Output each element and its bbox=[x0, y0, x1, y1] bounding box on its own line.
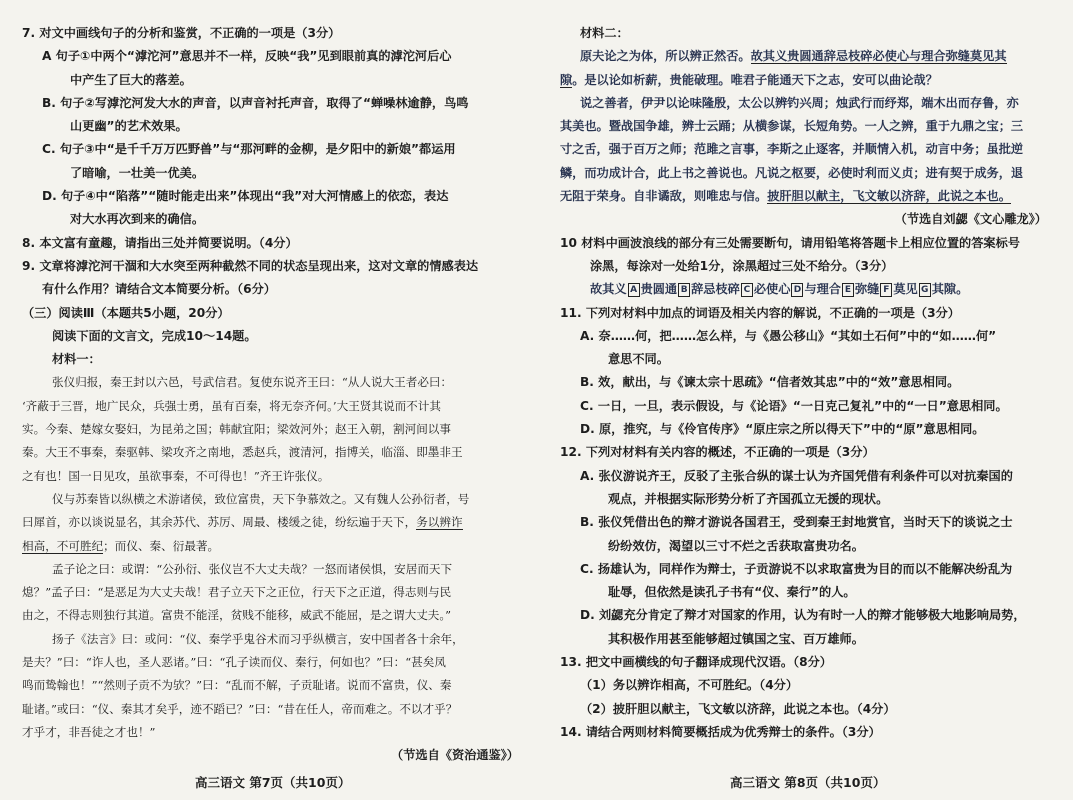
line-text: B. 效，献出，与《谏太宗十思疏》“信者效其忠”中的“效”意思相同。 bbox=[580, 375, 960, 390]
left-column-line bbox=[22, 115, 527, 138]
q10-option-box[interactable]: B bbox=[678, 283, 690, 297]
left-column-line bbox=[22, 69, 527, 92]
line-text: 对大水再次到来的确信。 bbox=[70, 212, 205, 227]
right-column-line bbox=[560, 348, 1055, 371]
line-text: 耻诸。”或曰：“仪、秦其才矣乎，迹不蹈已？”曰：“昔在任人，帝而难之。不以才乎？ bbox=[22, 701, 458, 716]
line-text: 山更幽”的艺术效果。 bbox=[70, 119, 188, 134]
left-column-line bbox=[22, 721, 527, 744]
line-text: 无阻于荣身。自非谲敌，则唯忠与信。披肝胆以献主，飞文敏以济辞，此说之本也。 bbox=[560, 189, 1011, 204]
right-column-line bbox=[560, 628, 1055, 651]
line-text: B. 句子②写滹沱河发大水的声音，以声音衬托声音，取得了“蝉噪林逾静，鸟鸣 bbox=[42, 95, 469, 110]
line-text: 扬子《法言》曰：或问：“仪、秦学乎鬼谷术而习乎纵横言，安中国者各十余年， bbox=[52, 631, 464, 646]
right-column-line bbox=[560, 465, 1055, 488]
line-text: （节选自《资治通鉴》） bbox=[391, 748, 519, 763]
right-column-line bbox=[560, 371, 1055, 394]
right-column-line bbox=[560, 45, 1055, 68]
right-column-line bbox=[560, 138, 1055, 161]
line-text: 曰犀首，亦以谈说显名，其余苏代、苏厉、周最、楼缓之徒，纷纭遍于天下，务以辨诈 bbox=[22, 515, 463, 530]
underlined-phrase: 隙 bbox=[560, 72, 573, 87]
right-column-line bbox=[560, 674, 1055, 697]
right-column-line bbox=[560, 395, 1055, 418]
underlined-phrase: 相高，不可胜纪 bbox=[22, 538, 104, 553]
line-text: 寸之舌，强于百万之师；范雎之言事，李斯之止逐客，并顺情入机，动言中务；虽批逆 bbox=[560, 142, 1024, 157]
left-column-line bbox=[22, 185, 527, 208]
left-column-line bbox=[22, 302, 527, 325]
left-column-line bbox=[22, 558, 527, 581]
right-column-line bbox=[560, 278, 1055, 301]
left-column-line bbox=[22, 604, 527, 627]
line-text: 10 材料中画波浪线的部分有三处需要断句，请用铅笔将答题卡上相应位置的答案标号 bbox=[560, 235, 1020, 250]
line-text: C. 扬雄认为，同样作为辩士，子贡游说不以求取富贵为目的而以不能解决纷乱为 bbox=[580, 561, 1013, 576]
line-text: （三）阅读Ⅲ（本题共5小题，20分） bbox=[22, 305, 230, 320]
line-text: 相高，不可胜纪；而仪、秦、衍最著。 bbox=[22, 538, 220, 553]
left-column-line bbox=[22, 628, 527, 651]
right-column-line bbox=[560, 185, 1055, 208]
left-column-line bbox=[22, 255, 527, 278]
line-text: 观点，并根据实际形势分析了齐国孤立无援的现状。 bbox=[608, 491, 889, 506]
right-column-line bbox=[560, 604, 1055, 627]
line-text: （2）披肝胆以献主，飞文敏以济辞，此说之本也。（4分） bbox=[580, 701, 896, 716]
left-column-line bbox=[22, 22, 527, 45]
line-text: 熄？”孟子曰：“是恶足为大丈夫哉！君子立天下之正位，行天下之正道，得志则与民 bbox=[22, 585, 452, 600]
left-column-line bbox=[22, 511, 527, 534]
left-column-line bbox=[22, 162, 527, 185]
right-column-line bbox=[560, 22, 1055, 45]
q10-option-box[interactable]: F bbox=[880, 283, 892, 297]
line-text: 鳞，而功成计合，此上书之善说也。凡说之枢要，必使时利而义贞；进有契于成务，退 bbox=[560, 165, 1024, 180]
q10-segment: 其隙。 bbox=[931, 282, 969, 297]
line-text: 有什么作用？请结合文本简要分析。（6分） bbox=[42, 282, 276, 297]
right-column-line bbox=[560, 698, 1055, 721]
right-column-line bbox=[560, 162, 1055, 185]
right-column-line bbox=[560, 511, 1055, 534]
line-text: A. 奈……何，把……怎么样，与《愚公移山》“其如土石何”中的“如……何” bbox=[580, 328, 997, 343]
line-text: 才乎才，非吾徒之才也！” bbox=[22, 724, 156, 739]
right-column-line bbox=[560, 302, 1055, 325]
line-text: 了暗喻，一壮美一优美。 bbox=[70, 165, 205, 180]
line-text: 意思不同。 bbox=[608, 352, 669, 367]
right-column-line bbox=[560, 115, 1055, 138]
left-column-line bbox=[22, 674, 527, 697]
right-column-line bbox=[560, 92, 1055, 115]
line-text: 秦。大王不事秦，秦驱韩、梁攻齐之南地，悉赵兵，渡清河，指博关，临淄、即墨非王 bbox=[22, 445, 463, 460]
line-text: 鸣而鸷翰也！”“然则子贡不为欤？”曰：“乱而不解，子贡耻诸。说而不富贵，仪、秦 bbox=[22, 678, 452, 693]
line-text: 其积极作用甚至能够超过镇国之宝、百万雄师。 bbox=[608, 631, 864, 646]
line-text: 8. 本文富有童趣，请指出三处并简要说明。（4分） bbox=[22, 235, 298, 250]
left-column-line bbox=[22, 278, 527, 301]
line-text: 涂黑，每涂对一处给1分，涂黑超过三处不给分。（3分） bbox=[590, 258, 894, 273]
right-column-line bbox=[560, 651, 1055, 674]
right-column-line bbox=[560, 535, 1055, 558]
left-column-line bbox=[22, 581, 527, 604]
line-text: 材料二： bbox=[580, 26, 629, 40]
line-text: C. 句子③中“是千千万万匹野兽”与“那河畔的金柳，是夕阳中的新娘”都运用 bbox=[42, 142, 456, 157]
line-text: 中产生了巨大的落差。 bbox=[70, 72, 192, 87]
line-text: 实。今秦、楚嫁女娶妇，为昆弟之国；韩献宜阳；梁效河外；赵王入朝，割河间以事 bbox=[22, 422, 451, 437]
q10-option-box[interactable]: C bbox=[741, 283, 753, 297]
right-column-line bbox=[560, 581, 1055, 604]
underlined-phrase: 故其义贵圆通辞忌枝碎必使心与理合弥缝莫见其 bbox=[750, 49, 1007, 64]
line-text: D. 刘勰充分肯定了辩才对国家的作用，认为有时一人的辩才能够极大地影响局势， bbox=[580, 608, 1026, 623]
line-text: 隙。是以论如析薪，贵能破理。唯君子能通天下之志，安可以曲论哉？ bbox=[560, 72, 938, 87]
right-column-line bbox=[560, 488, 1055, 511]
line-text: 阅读下面的文言文，完成10～14题。 bbox=[52, 328, 257, 343]
line-text: 7. 对文中画线句子的分析和鉴赏，不正确的一项是（3分） bbox=[22, 26, 341, 40]
left-column-line bbox=[22, 348, 527, 371]
line-text: 13. 把文中画横线的句子翻译成现代汉语。（8分） bbox=[560, 655, 832, 670]
line-text: 材料一： bbox=[52, 352, 101, 367]
right-column-line bbox=[560, 325, 1055, 348]
line-text: 说之善者，伊尹以论味隆殷，太公以辨钓兴周；烛武行而纾郑，端木出而存鲁，亦 bbox=[580, 95, 1019, 110]
line-text: 原夫论之为体，所以辨正然否。故其义贵圆通辞忌枝碎必使心与理合弥缝莫见其 bbox=[580, 49, 1007, 64]
line-text: ‘齐蔽于三晋，地广民众，兵强士勇，虽有百秦，将无奈齐何。’大王贤其说而不计其 bbox=[22, 398, 441, 413]
right-column-line bbox=[560, 558, 1055, 581]
left-column-line bbox=[22, 441, 527, 464]
q10-option-box[interactable]: D bbox=[791, 283, 803, 297]
page-footer-right: 高三语文 第8页（共10页） bbox=[730, 775, 886, 790]
right-column-line bbox=[560, 255, 1055, 278]
left-column-line bbox=[22, 45, 527, 68]
underlined-phrase: 务以辨诈 bbox=[416, 515, 463, 530]
left-column-line bbox=[22, 232, 527, 255]
left-column-line bbox=[22, 138, 527, 161]
line-text: D. 句子④中“陷落”“随时能走出来”体现出“我”对大河情感上的依恋，表达 bbox=[42, 189, 449, 204]
right-column-line bbox=[560, 69, 1055, 92]
q10-option-box[interactable]: A bbox=[628, 283, 640, 297]
line-text: 12. 下列对材料有关内容的概述，不正确的一项是（3分） bbox=[560, 445, 875, 460]
left-column-line bbox=[22, 698, 527, 721]
line-text: 耻辱，但依然是读孔子书有“仪、秦行”的人。 bbox=[608, 585, 856, 600]
left-column-line bbox=[22, 371, 527, 394]
right-column-line bbox=[560, 721, 1055, 744]
q10-segment: 与理合 bbox=[804, 282, 841, 297]
q10-option-box[interactable]: E bbox=[842, 283, 854, 297]
line-text: 纷纷效仿，渴望以三寸不烂之舌获取富贵功名。 bbox=[608, 538, 864, 553]
left-column-line bbox=[22, 465, 527, 488]
right-column-line bbox=[560, 208, 1055, 231]
left-column-line bbox=[22, 488, 527, 511]
line-text: 之有也！国一日见攻，虽欲事秦，不可得也！”齐王许张仪。 bbox=[22, 468, 330, 483]
left-column-line bbox=[22, 395, 527, 418]
line-text: 11. 下列对材料中加点的词语及相关内容的解说，不正确的一项是（3分） bbox=[560, 305, 960, 320]
right-column-line bbox=[560, 232, 1055, 255]
left-column-line bbox=[22, 744, 527, 767]
line-text: 其美也。暨战国争雄，辨士云踊；从横参谋，长短角势。一人之辨，重于九鼎之宝；三 bbox=[560, 119, 1024, 134]
right-column-line bbox=[560, 418, 1055, 441]
q10-segment: 辞忌枝碎 bbox=[691, 282, 740, 297]
left-column-line bbox=[22, 208, 527, 231]
line-text: 张仪归报，秦王封以六邑，号武信君。复使东说齐王曰：“从人说大王者必曰： bbox=[52, 375, 453, 390]
left-column-line bbox=[22, 325, 527, 348]
line-text: A 句子①中两个“滹沱河”意思并不一样，反映“我”见到眼前真的滹沱河后心 bbox=[42, 49, 452, 64]
line-text: 仪与苏秦皆以纵横之术游诸侯，致位富贵，天下争慕效之。又有魏人公孙衍者，号 bbox=[52, 491, 470, 506]
q10-segment: 弥缝 bbox=[855, 282, 880, 297]
line-text: （1）务以辨诈相高，不可胜纪。（4分） bbox=[580, 678, 799, 693]
line-text: B. 张仪凭借出色的辩才游说各国君王，受到秦王封地赏官，当时天下的谈说之士 bbox=[580, 515, 1013, 530]
underlined-phrase: 披肝胆以献主，飞文敏以济辞，此说之本也。 bbox=[767, 189, 1011, 204]
line-text: 由之，不得志则独行其道。富贵不能淫，贫贱不能移，威武不能屈，是之谓大丈夫。” bbox=[22, 608, 452, 623]
q10-segment: 莫见 bbox=[893, 282, 918, 297]
line-text: D. 原，推究，与《伶官传序》“原庄宗之所以得天下”中的“原”意思相同。 bbox=[580, 422, 985, 437]
left-column-line bbox=[22, 92, 527, 115]
page-footer-left: 高三语文 第7页（共10页） bbox=[195, 775, 351, 790]
q10-option-box[interactable]: G bbox=[919, 283, 931, 297]
line-text: （节选自刘勰《文心雕龙》） bbox=[894, 212, 1047, 227]
left-column-line bbox=[22, 651, 527, 674]
q10-segment: 必使心 bbox=[753, 282, 791, 297]
line-text: C. 一日，一旦，表示假设，与《论语》“一日克己复礼”中的“一日”意思相同。 bbox=[580, 398, 1008, 413]
page-8-column bbox=[560, 22, 1055, 744]
line-text: 14. 请结合两则材料简要概括成为优秀辩士的条件。（3分） bbox=[560, 724, 881, 739]
line-text: 是夫？”曰：“诈人也，圣人恶诸。”曰：“孔子读而仪、秦行，何如也？”曰：“甚矣凤 bbox=[22, 655, 446, 670]
left-column-line bbox=[22, 418, 527, 441]
left-column-line bbox=[22, 535, 527, 558]
line-text: A. 张仪游说齐王，反驳了主张合纵的谋士认为齐国凭借有利条件可以对抗秦国的 bbox=[580, 468, 1013, 483]
page-7-column bbox=[22, 22, 527, 768]
q10-segment: 贵圆通 bbox=[640, 282, 678, 297]
right-column-line bbox=[560, 441, 1055, 464]
line-text: 孟子论之曰：或谓：“公孙衍、张仪岂不大丈夫哉？一怒而诸侯惧，安居而天下 bbox=[52, 561, 453, 576]
line-text: 9. 文章将滹沱河干涸和大水突至两种截然不同的状态呈现出来，这对文章的情感表达 bbox=[22, 258, 479, 273]
q10-segment: 故其义 bbox=[590, 282, 627, 297]
